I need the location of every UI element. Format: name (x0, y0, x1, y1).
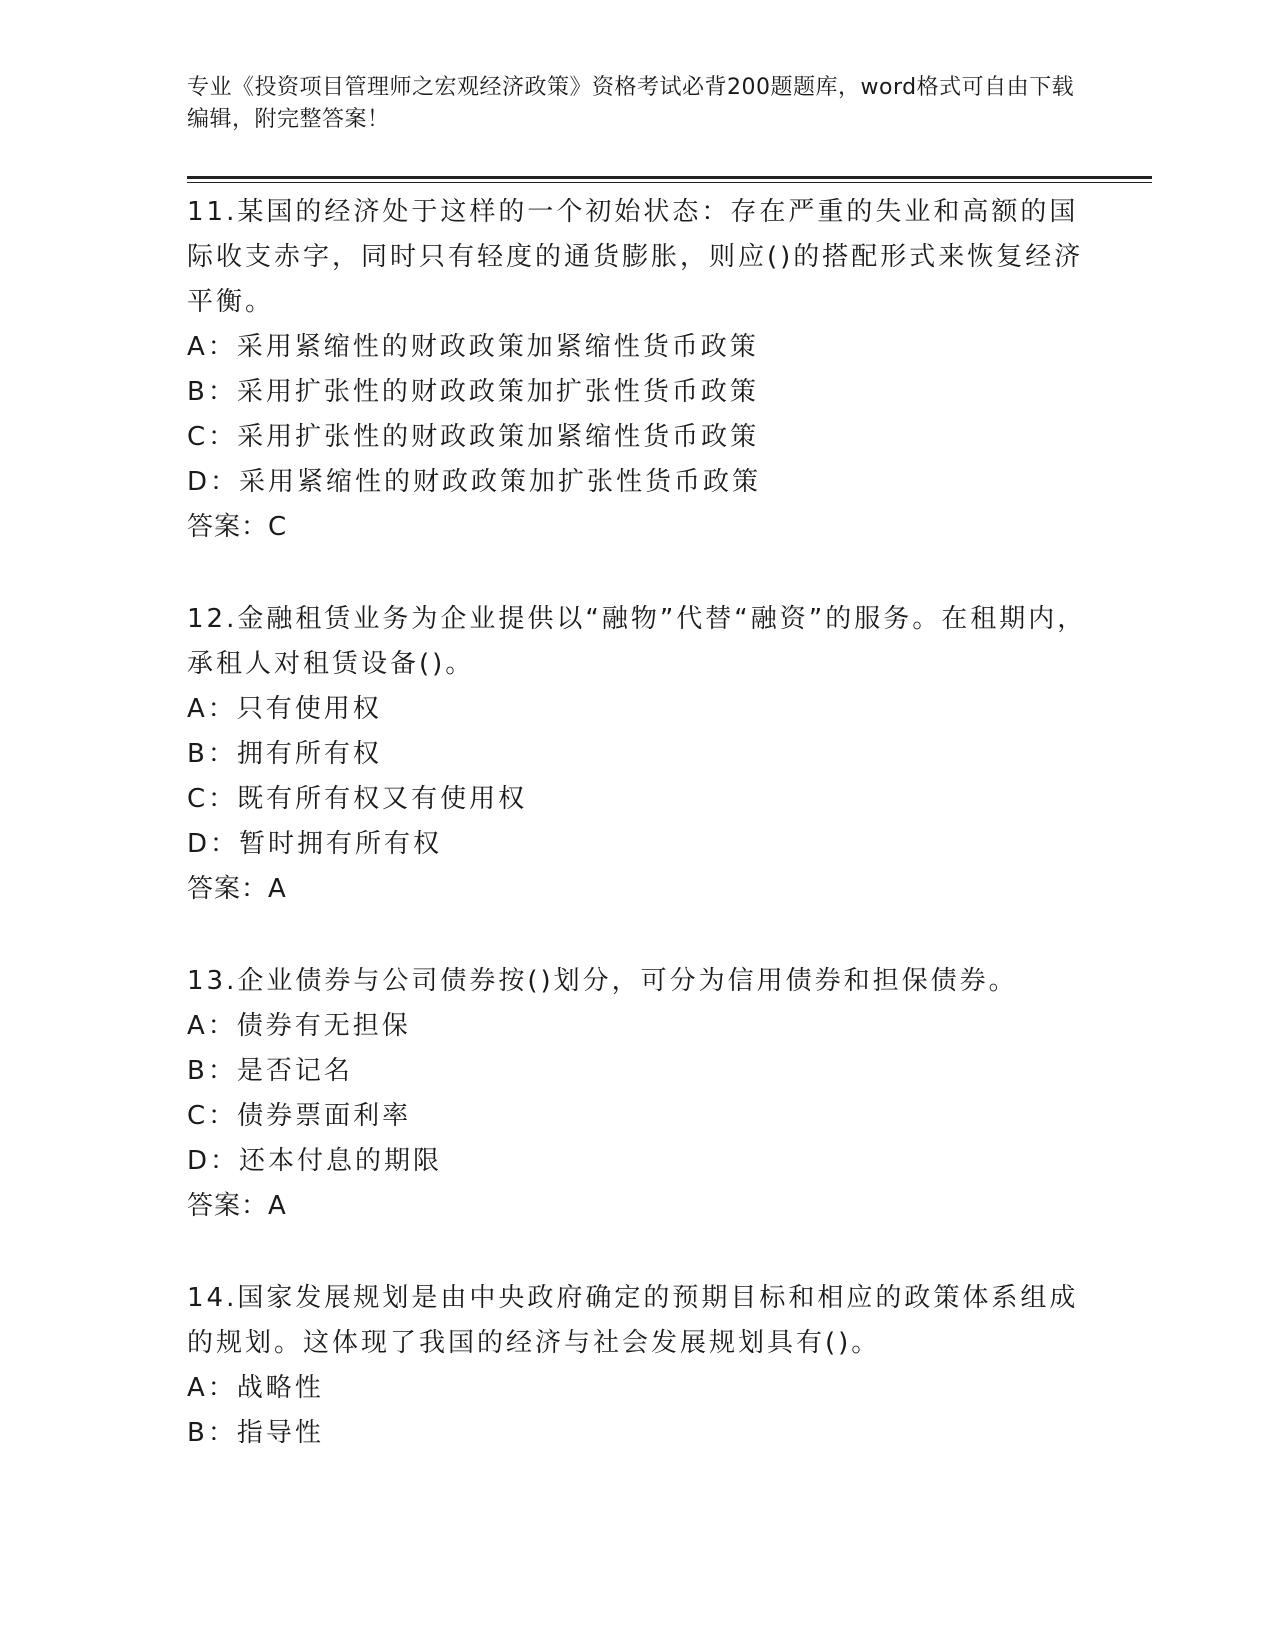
option-b: B：采用扩张性的财政政策加扩张性货币政策 (187, 377, 759, 407)
option-b: B：拥有所有权 (187, 739, 382, 769)
question-stem: 13.企业债券与公司债券按()划分，可分为信用债券和担保债券。 (187, 966, 1018, 996)
answer: 答案：A (187, 874, 287, 904)
document-title: 专业《投资项目管理师之宏观经济政策》资格考试必背200题题库，word格式可自由下载编辑，附完整答案！ (187, 75, 1075, 132)
option-c: C：采用扩张性的财政政策加紧缩性货币政策 (187, 422, 760, 452)
question-14 (187, 1276, 1087, 1456)
question-stem: 12.金融租赁业务为企业提供以“融物”代替“融资”的服务。在租期内，承租人对租赁设备()。 (187, 604, 1087, 679)
option-a: A：只有使用权 (187, 694, 382, 724)
header-divider-thick (187, 176, 1152, 179)
document-header (187, 72, 1087, 136)
option-d: D：采用紧缩性的财政政策加扩张性货币政策 (187, 467, 762, 497)
option-b: B：指导性 (187, 1418, 324, 1448)
option-a: A：采用紧缩性的财政政策加紧缩性货币政策 (187, 332, 759, 362)
question-stem: 11.某国的经济处于这样的一个初始状态：存在严重的失业和高额的国际收支赤字，同时只有轻度的通货膨胀，则应()的搭配形式来恢复经济平衡。 (187, 197, 1084, 317)
option-c: C：既有所有权又有使用权 (187, 784, 528, 814)
option-a: A：战略性 (187, 1373, 324, 1403)
option-d: D：还本付息的期限 (187, 1146, 443, 1176)
question-12 (187, 597, 1087, 912)
option-b: B：是否记名 (187, 1056, 353, 1086)
answer: 答案：C (187, 512, 288, 542)
question-11 (187, 190, 1087, 550)
option-d: D：暂时拥有所有权 (187, 829, 443, 859)
question-list (187, 190, 1087, 1503)
header-divider-thin (187, 182, 1152, 183)
question-13 (187, 959, 1087, 1229)
option-a: A：债券有无担保 (187, 1011, 411, 1041)
question-stem: 14.国家发展规划是由中央政府确定的预期目标和相应的政策体系组成的规划。这体现了我国的经济与社会发展规划具有()。 (187, 1283, 1079, 1358)
option-c: C：债券票面利率 (187, 1101, 412, 1131)
answer: 答案：A (187, 1191, 287, 1221)
